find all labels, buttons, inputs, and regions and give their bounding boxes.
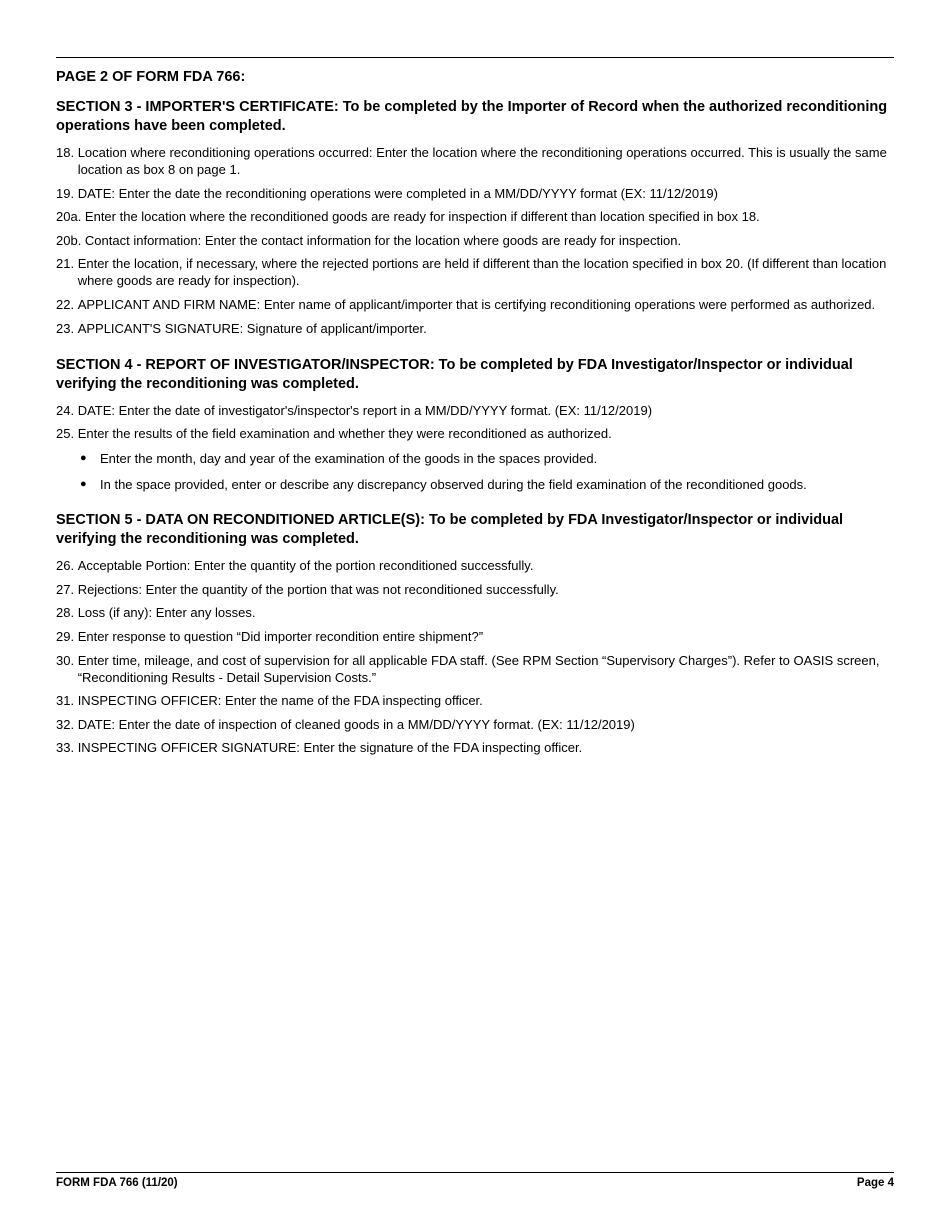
item-text: Enter the results of the field examination and whether they were reconditioned as authorized. [77,426,612,442]
top-rule [56,57,894,58]
bullet-item [80,450,894,467]
item-text: INSPECTING OFFICER SIGNATURE: Enter the signature of the FDA inspecting officer. [77,740,583,756]
bullet-icon: ● [80,452,87,465]
item-number: 25. [56,426,78,442]
document-body [56,69,894,763]
item-26 [56,557,894,574]
item-30 [56,652,894,686]
item-text: Enter time, mileage, and cost of supervision for all applicable FDA staff. (See RPM Section “Supervisory Charges”). Refer to OASIS screen, “Reconditioning Results - Detail Supervision Costs.” [77,652,880,685]
page-number: Page 4 [856,1177,894,1189]
item-number: 29. [56,628,78,644]
item-31 [56,692,894,709]
item-18 [56,144,894,178]
bullet-item [80,476,894,493]
bottom-rule [56,1172,894,1173]
item-number: 33. [56,740,78,756]
item-text: Location where reconditioning operations occurred: Enter the location where the reconditioning operations occurred. This is usually the same location as box 8 on page 1. [77,145,887,177]
item-23 [56,320,894,337]
item-text: Loss (if any): Enter any losses. [77,605,256,621]
item-number: 18. [56,145,78,160]
item-number: 20b. [56,232,85,248]
section-4-title: SECTION 4 - REPORT OF INVESTIGATOR/INSPECTOR: To be completed by FDA Investigator/Inspector or individual verifying the reconditioning was completed. [56,356,853,392]
item-number: 23. [56,320,78,336]
bullet-icon: ● [80,478,87,491]
item-text: Enter response to question “Did importer recondition entire shipment?” [77,628,484,644]
item-text: Enter the location, if necessary, where the rejected portions are held if different than the location specified in box 20. (If different than location where goods are ready for inspection). [77,256,887,289]
item-20b [56,232,894,249]
item-text: Rejections: Enter the quantity of the portion that was not reconditioned successfully. [77,581,559,597]
item-number: 32. [56,716,78,732]
item-number: 21. [56,256,78,272]
item-text: APPLICANT'S SIGNATURE: Signature of applicant/importer. [77,320,427,336]
section-5-title: SECTION 5 - DATA ON RECONDITIONED ARTICLE(S): To be completed by FDA Investigator/Inspector or individual verifying the reconditioning was completed. [56,512,844,548]
item-32 [56,716,894,733]
form-id: FORM FDA 766 (11/20) [56,1177,178,1189]
item-27 [56,581,894,598]
item-text: DATE: Enter the date the reconditioning operations were completed in a MM/DD/YYYY format (EX: 11/12/2019) [77,185,718,201]
item-number: 20a. [56,209,85,225]
item-number: 19. [56,185,78,201]
page-footer [56,1176,894,1190]
item-number: 31. [56,693,78,709]
item-text: DATE: Enter the date of investigator's/inspector's report in a MM/DD/YYYY format. (EX: 11/12/2019) [77,402,653,418]
item-20a [56,208,894,225]
item-text: Contact information: Enter the contact information for the location where goods are ready for inspection. [84,232,682,248]
bullet-text: Enter the month, day and year of the examination of the goods in the spaces provided. [100,451,598,467]
item-25 [56,425,894,442]
item-text: Acceptable Portion: Enter the quantity of the portion reconditioned successfully. [77,558,534,574]
page-heading: PAGE 2 OF FORM FDA 766: [56,69,246,85]
item-text: DATE: Enter the date of inspection of cleaned goods in a MM/DD/YYYY format. (EX: 11/12/2019) [77,716,635,732]
item-number: 30. [56,652,78,668]
item-text: APPLICANT AND FIRM NAME: Enter name of applicant/importer that is certifying reconditioning operations were performed as authorized. [77,296,876,312]
item-number: 26. [56,558,78,574]
item-28 [56,604,894,621]
item-number: 27. [56,581,78,597]
item-number: 24. [56,402,78,418]
item-24 [56,402,894,419]
item-21 [56,255,894,289]
item-number: 22. [56,296,78,312]
section-3-title: SECTION 3 - IMPORTER'S CERTIFICATE: To be completed by the Importer of Record when the authorized reconditioning operations have been completed. [56,99,888,134]
bullet-text: In the space provided, enter or describe any discrepancy observed during the field examination of the reconditioned goods. [100,477,807,493]
item-22 [56,296,894,313]
item-29 [56,628,894,645]
item-33 [56,739,894,756]
item-text: INSPECTING OFFICER: Enter the name of the FDA inspecting officer. [77,693,483,709]
item-text: Enter the location where the reconditioned goods are ready for inspection if different than location specified in box 18. [84,209,760,225]
item-number: 28. [56,605,78,621]
item-19 [56,185,894,202]
